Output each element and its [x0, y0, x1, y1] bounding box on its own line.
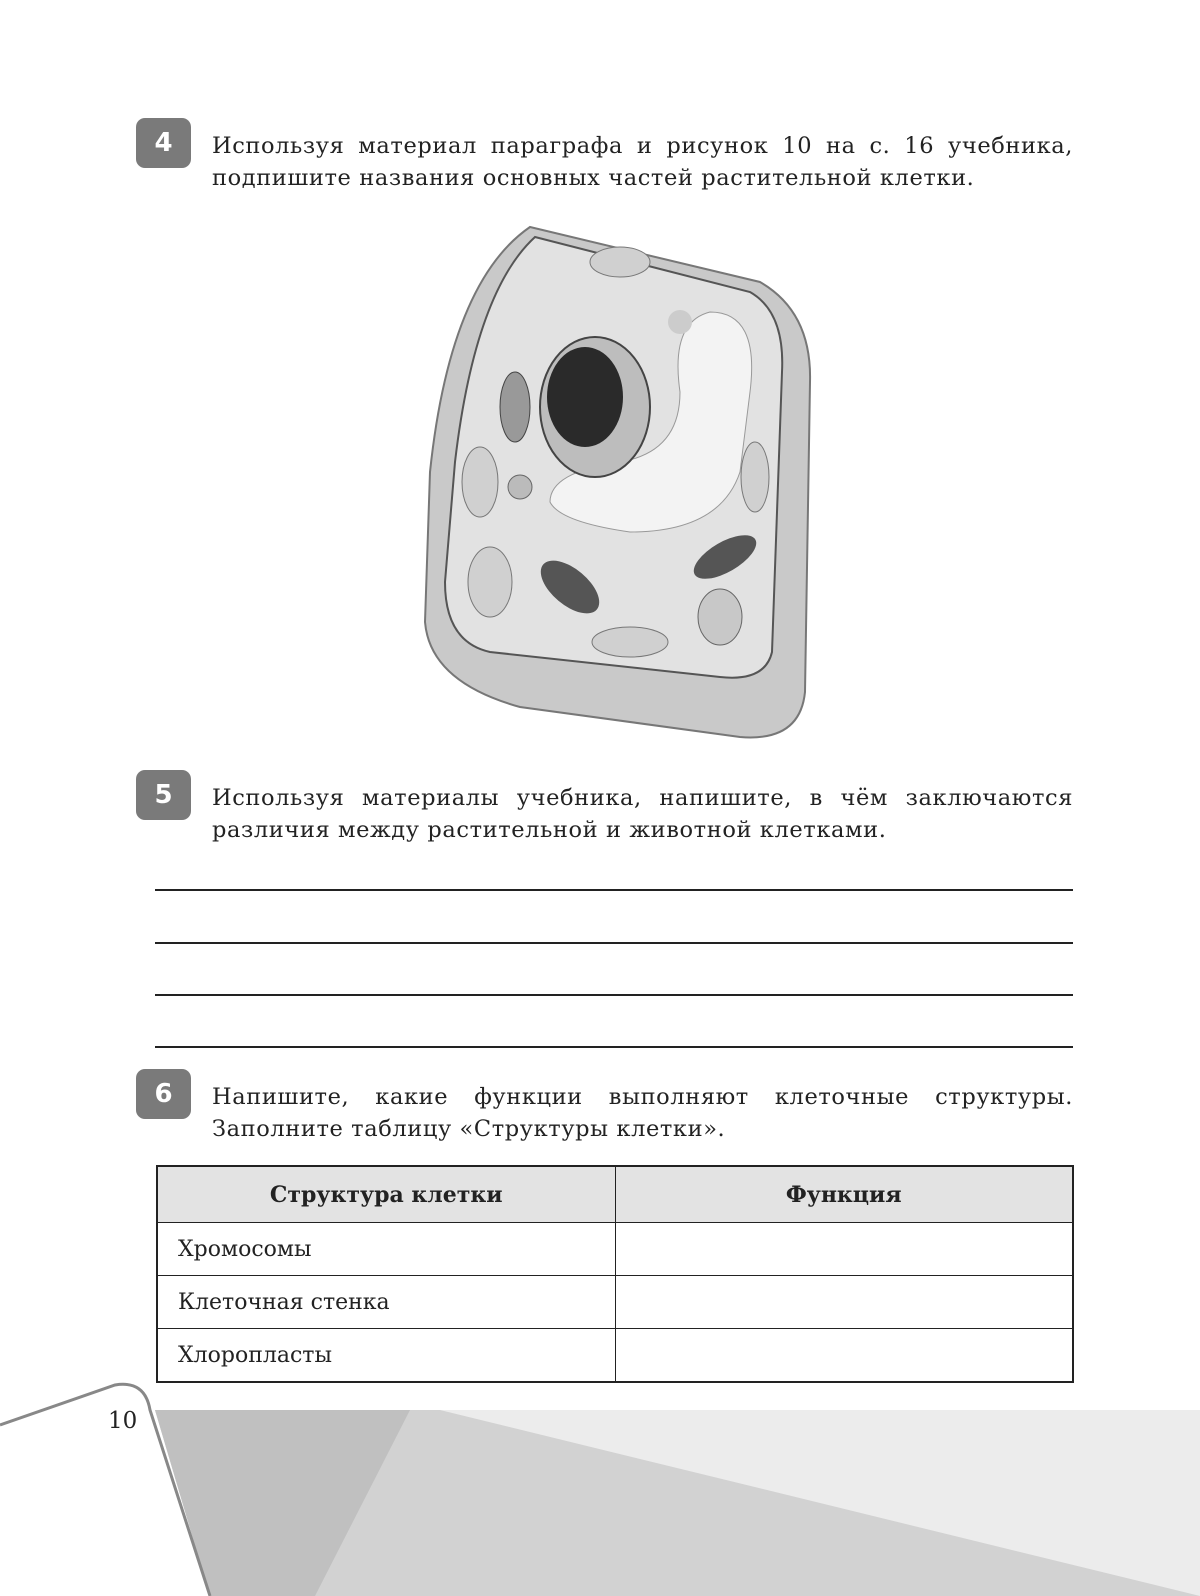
- table-row: [157, 1223, 1073, 1276]
- plant-cell-illustration: [420, 222, 815, 747]
- function-cell[interactable]: [615, 1223, 1073, 1276]
- footer-decoration: [0, 1380, 1200, 1596]
- task-6-badge: 6: [136, 1069, 191, 1119]
- function-cell[interactable]: [615, 1329, 1073, 1383]
- task-4-badge: 4: [136, 118, 191, 168]
- table-row: [157, 1276, 1073, 1329]
- task-4-text: Используя материал параграфа и рисунок 10 на с. 16 учебника, подпишите названия основных частей растительной клетки.: [212, 133, 1073, 191]
- task-6-text: Напишите, какие функции выполняют клеточные структуры. Заполните таблицу «Структуры клетки».: [212, 1084, 1073, 1142]
- answer-line[interactable]: [155, 994, 1073, 996]
- table-header-row: [157, 1166, 1073, 1223]
- header-structure: Структура клетки: [157, 1166, 615, 1223]
- task-5-badge: 5: [136, 770, 191, 820]
- answer-line[interactable]: [155, 1046, 1073, 1048]
- answer-line[interactable]: [155, 889, 1073, 891]
- structure-cell: Хромосомы: [157, 1223, 615, 1276]
- cell-structures-table: [156, 1165, 1074, 1383]
- answer-line[interactable]: [155, 942, 1073, 944]
- structure-cell: Клеточная стенка: [157, 1276, 615, 1329]
- table-row: [157, 1329, 1073, 1383]
- structure-cell: Хлоропласты: [157, 1329, 615, 1383]
- header-function: Функция: [615, 1166, 1073, 1223]
- task-5-text: Используя материалы учебника, напишите, в чём заключаются различия между растительной и животной клетками.: [212, 785, 1073, 843]
- page-number: 10: [108, 1408, 138, 1434]
- function-cell[interactable]: [615, 1276, 1073, 1329]
